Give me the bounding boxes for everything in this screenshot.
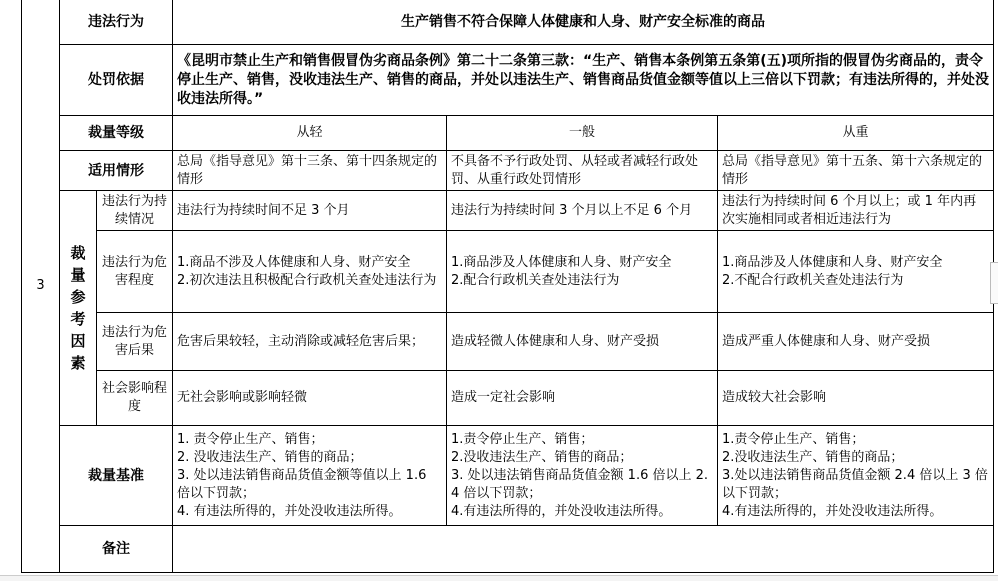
factor-harm-result-normal: 造成轻微人体健康和人身、财产受损: [447, 313, 718, 371]
basis-value: 《昆明市禁止生产和销售假冒伪劣商品条例》第二十二条第三款：“生产、销售本条例第五条第(五)项所指的假冒伪劣商品的，责令停止生产、销售，没收违法生产、销售的商品，并处以违法生产、销售商品货值金额等值以上三倍以下罚款；有违法所得的，并处没收违法所得。”: [173, 45, 994, 116]
level-normal: 一般: [447, 116, 718, 151]
level-severe: 从重: [718, 116, 994, 151]
factor-social-impact-severe: 造成较大社会影响: [718, 371, 994, 426]
standard-label: 裁量基准: [60, 426, 173, 526]
factor-harm-degree-severe: 1.商品涉及人体健康和人身、财产安全 2.不配合行政机关查处违法行为: [718, 231, 994, 313]
factors-label: [60, 191, 97, 426]
levels-label: 裁量等级: [60, 116, 173, 151]
factor-harm-result-lenient: 危害后果较轻，主动消除或减轻危害后果；: [173, 313, 447, 371]
factor-harm-degree-label: 违法行为危害程度: [97, 231, 173, 313]
factors-label-text: 裁量参考因素: [70, 244, 86, 372]
horizontal-scrollbar[interactable]: [0, 575, 998, 581]
applicable-label: 适用情形: [60, 151, 173, 191]
applicable-normal: 不具备不予行政处罚、从轻或者减轻行政处罚、从重行政处罚情形: [447, 151, 718, 191]
factor-duration-label: 违法行为持续情况: [97, 191, 173, 231]
applicable-severe: 总局《指导意见》第十五条、第十六条规定的情形: [718, 151, 994, 191]
remarks-value: [173, 526, 994, 573]
factor-duration-lenient: 违法行为持续时间不足 3 个月: [173, 191, 447, 231]
row-number: 3: [22, 0, 60, 573]
factor-social-impact-label: 社会影响程度: [97, 371, 173, 426]
scroll-handle[interactable]: [990, 262, 998, 304]
penalty-discretion-table: [21, 0, 994, 573]
standard-normal: 1.责令停止生产、销售； 2.没收违法生产、销售的商品； 3. 处以违法销售商品货值金额 1.6 倍以上 2.4 倍以下罚款； 4.有违法所得的，并处没收违法所得。: [447, 426, 718, 526]
applicable-lenient: 总局《指导意见》第十三条、第十四条规定的情形: [173, 151, 447, 191]
factor-harm-result-label: 违法行为危害后果: [97, 313, 173, 371]
factor-harm-result-severe: 造成严重人体健康和人身、财产受损: [718, 313, 994, 371]
standard-lenient: 1. 责令停止生产、销售； 2. 没收违法生产、销售的商品； 3. 处以违法销售商品货值金额等值以上 1.6 倍以下罚款； 4. 有违法所得的，并处没收违法所得。: [173, 426, 447, 526]
level-lenient: 从轻: [173, 116, 447, 151]
factor-harm-degree-normal: 1.商品涉及人体健康和人身、财产安全 2.配合行政机关查处违法行为: [447, 231, 718, 313]
factor-harm-degree-lenient: 1.商品不涉及人体健康和人身、财产安全 2.初次违法且积极配合行政机关查处违法行为: [173, 231, 447, 313]
factor-duration-severe: 违法行为持续时间 6 个月以上；或 1 年内再次实施相同或者相近违法行为: [718, 191, 994, 231]
violation-label: 违法行为: [60, 0, 173, 45]
factor-duration-normal: 违法行为持续时间 3 个月以上不足 6 个月: [447, 191, 718, 231]
remarks-label: 备注: [60, 526, 173, 573]
basis-label: 处罚依据: [60, 45, 173, 116]
violation-value: 生产销售不符合保障人体健康和人身、财产安全标准的商品: [173, 0, 994, 45]
standard-severe: 1.责令停止生产、销售； 2.没收违法生产、销售的商品； 3.处以违法销售商品货值金额 2.4 倍以上 3 倍以下罚款； 4.有违法所得的，并处没收违法所得。: [718, 426, 994, 526]
factor-social-impact-normal: 造成一定社会影响: [447, 371, 718, 426]
factor-social-impact-lenient: 无社会影响或影响轻微: [173, 371, 447, 426]
